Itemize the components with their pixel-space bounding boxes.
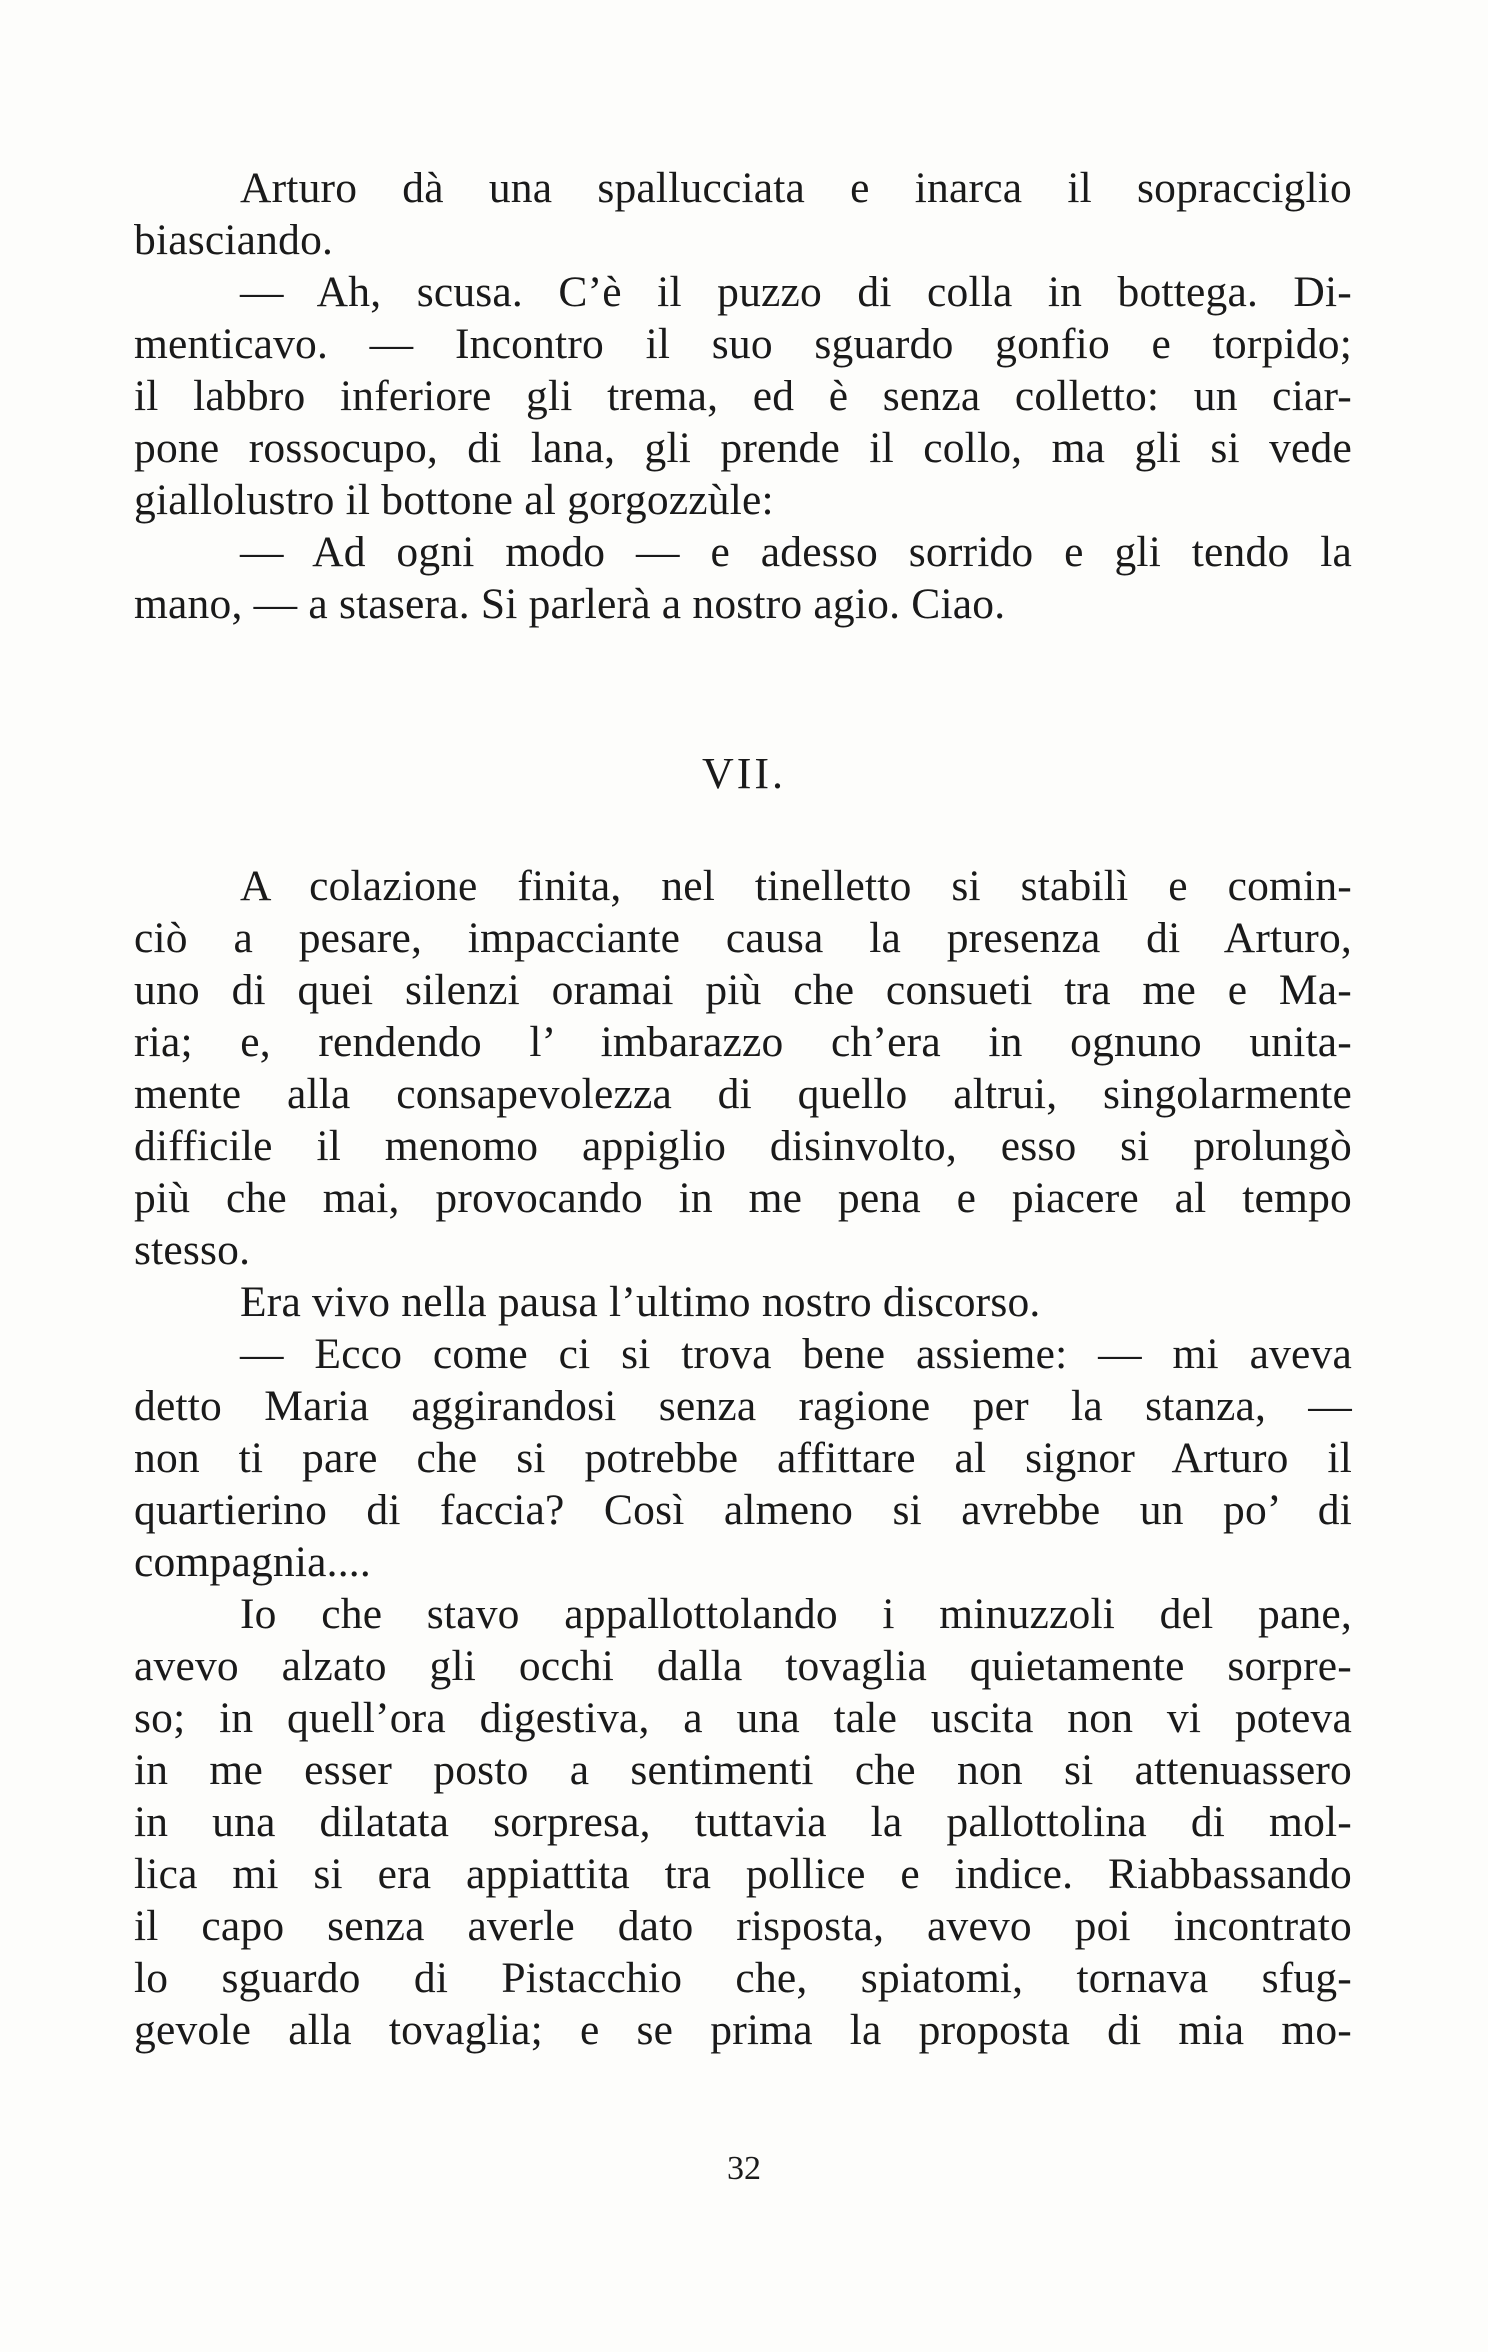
text-line: il labbro inferiore gli trema, ed è senza colletto: un ciar-: [134, 372, 1352, 420]
text-line: in me esser posto a sentimenti che non si attenuassero: [134, 1746, 1352, 1794]
text-line: menticavo. — Incontro il suo sguardo gonfio e torpido;: [134, 320, 1352, 368]
text-line: uno di quei silenzi oramai più che consueti tra me e Ma-: [134, 966, 1352, 1014]
text-line: Era vivo nella pausa l’ultimo nostro discorso.: [240, 1278, 1041, 1326]
text-line: quartierino di faccia? Così almeno si avrebbe un po’ di: [134, 1486, 1352, 1534]
text-line: giallolustro il bottone al gorgozzùle:: [134, 476, 774, 524]
text-line: so; in quell’ora digestiva, a una tale uscita non vi poteva: [134, 1694, 1352, 1742]
text-line: detto Maria aggirandosi senza ragione per la stanza, —: [134, 1382, 1352, 1430]
text-line: gevole alla tovaglia; e se prima la proposta di mia mo-: [134, 2006, 1352, 2054]
text-line: mente alla consapevolezza di quello altrui, singolarmente: [134, 1070, 1352, 1118]
text-line: lica mi si era appiattita tra pollice e indice. Riabbassando: [134, 1850, 1352, 1898]
text-line: mano, — a stasera. Si parlerà a nostro agio. Ciao.: [134, 580, 1006, 628]
text-line: non ti pare che si potrebbe affittare al signor Arturo il: [134, 1434, 1352, 1482]
text-line: pone rossocupo, di lana, gli prende il collo, ma gli si vede: [134, 424, 1352, 472]
text-line: biasciando.: [134, 216, 334, 264]
text-line: — Ecco come ci si trova bene assieme: — mi aveva: [240, 1330, 1352, 1378]
text-line: A colazione finita, nel tinelletto si stabilì e comin-: [240, 862, 1352, 910]
text-line: avevo alzato gli occhi dalla tovaglia quietamente sorpre-: [134, 1642, 1352, 1690]
text-line: lo sguardo di Pistacchio che, spiatomi, tornava sfug-: [134, 1954, 1352, 2002]
chapter-title: VII.: [701, 749, 787, 798]
page-number: 32: [727, 2150, 761, 2187]
text-line: stesso.: [134, 1226, 251, 1274]
text-line: ria; e, rendendo l’ imbarazzo ch’era in ognuno unita-: [134, 1018, 1352, 1066]
text-line: il capo senza averle dato risposta, avevo poi incontrato: [134, 1902, 1352, 1950]
text-line: compagnia....: [134, 1538, 371, 1586]
text-line: Arturo dà una spallucciata e inarca il sopracciglio: [240, 164, 1352, 212]
text-line: difficile il menomo appiglio disinvolto, esso si prolungò: [134, 1122, 1352, 1170]
text-line: più che mai, provocando in me pena e piacere al tempo: [134, 1174, 1352, 1222]
text-line: — Ad ogni modo — e adesso sorrido e gli tendo la: [240, 528, 1352, 576]
text-line: in una dilatata sorpresa, tuttavia la pallottolina di mol-: [134, 1798, 1352, 1846]
text-line: Io che stavo appallottolando i minuzzoli del pane,: [240, 1590, 1352, 1638]
text-line: — Ah, scusa. C’è il puzzo di colla in bottega. Di-: [240, 268, 1352, 316]
text-line: ciò a pesare, impacciante causa la presenza di Arturo,: [134, 914, 1352, 962]
